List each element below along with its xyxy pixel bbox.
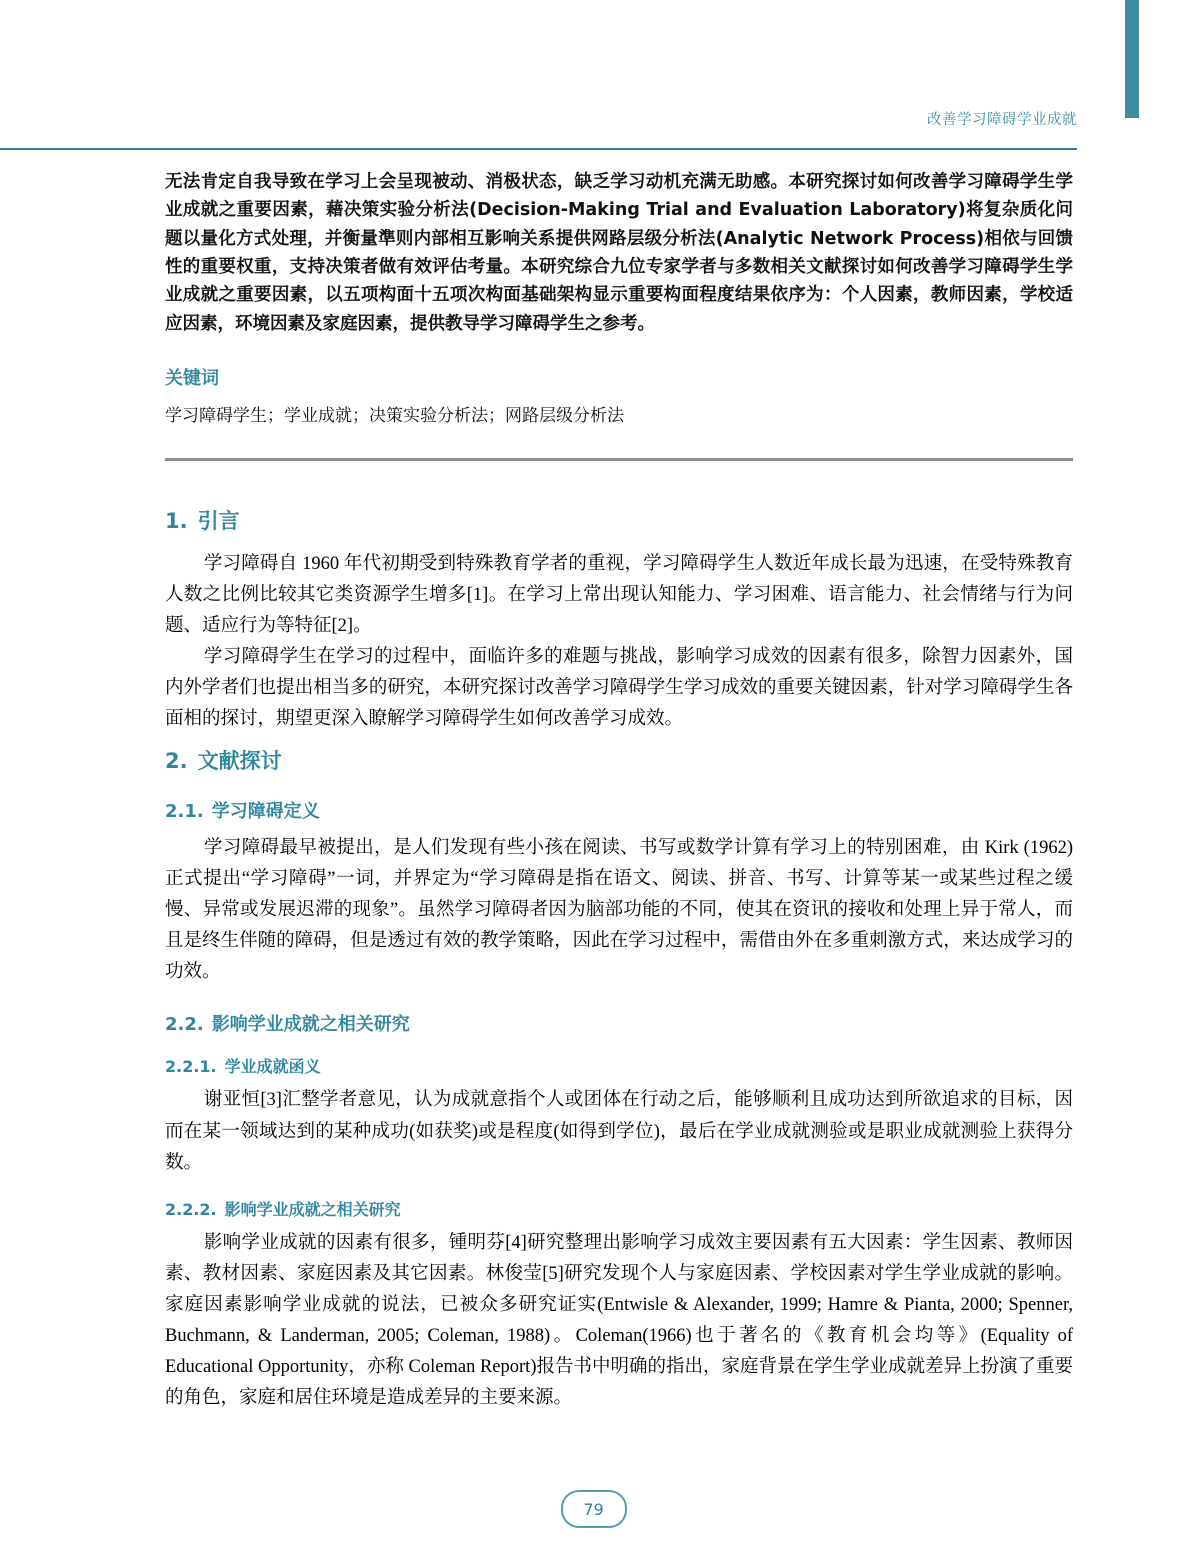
running-header: 改善学习障碍学业成就 <box>927 112 1077 128</box>
section-number-2: 2. <box>165 749 188 774</box>
paragraph: 学习障碍自 1960 年代初期受到特殊教育学者的重视，学习障碍学生人数近年成长最为迅速，在受特殊教育人数之比例比较其它类资源学生增多[1]。在学习上常出现认知能力、学习困难、语言能力、社会情绪与行为问题、适应行为等特征[2]。 <box>165 553 1073 636</box>
subsection-heading-2-2 <box>165 1010 1073 1036</box>
subsubsection-number-2-2-2: 2.2.2. <box>165 1199 217 1219</box>
header-divider <box>0 148 1077 150</box>
decorative-edge-bar <box>1125 0 1139 118</box>
subsubsection-title-2-2-2: 影响学业成就之相关研究 <box>224 1199 401 1219</box>
section-title-1: 引言 <box>197 508 240 533</box>
section-divider <box>165 458 1073 461</box>
section-title-2: 文献探讨 <box>197 749 282 774</box>
section-heading-1 <box>165 505 1073 535</box>
subsection-heading-2-1 <box>165 797 1073 823</box>
subsubsection-heading-2-2-1 <box>165 1054 1073 1077</box>
subsubsection-heading-2-2-2 <box>165 1197 1073 1220</box>
keywords-heading: 关键词 <box>165 368 219 390</box>
section-number-1: 1. <box>165 508 188 533</box>
subsubsection-number-2-2-1: 2.2.1. <box>165 1057 217 1077</box>
section-heading-2 <box>165 745 1073 775</box>
keywords-list: 学习障碍学生；学业成就；决策实验分析法；网路层级分析法 <box>165 406 624 427</box>
paragraph: 学习障碍学生在学习的过程中，面临许多的难题与挑战，影响学习成效的因素有很多，除智力因素外，国内外学者们也提出相当多的研究，本研究探讨改善学习障碍学生学习成效的重要关键因素，针对学习障碍学生各面相的探讨，期望更深入瞭解学习障碍学生如何改善学习成效。 <box>165 646 1073 729</box>
subsection-number-2-2: 2.2. <box>165 1014 204 1036</box>
subsection-number-2-1: 2.1. <box>165 801 204 823</box>
abstract-continuation-paragraph: 无法肯定自我导致在学习上会呈现被动、消极状态，缺乏学习动机充满无助感。本研究探讨如何改善学习障碍学生学业成就之重要因素，藉决策实验分析法(Decision-Making Trial and Evaluation Laboratory)将复杂质化问题以量化方式处理，并衡量準则内部相互影响关系提供网路层级分析法(Analytic Network Process)相依与回馈性的重要权重，支持决策者做有效评估考量。本研究综合九位专家学者与多数相关文献探讨如何改善学习障碍学生学业成就之重要因素，以五项构面十五项次构面基础架构显示重要构面程度结果依序为：个人因素，教师因素，学校适应因素，环境因素及家庭因素，提供教导学习障碍学生之参考。 <box>165 172 1073 334</box>
subsubsection-title-2-2-1: 学业成就函义 <box>224 1057 321 1077</box>
subsection-title-2-1: 学习障碍定义 <box>211 801 320 823</box>
page-number: 79 <box>561 1490 627 1528</box>
paragraph: 谢亚恒[3]汇整学者意见，认为成就意指个人或团体在行动之后，能够顺利且成功达到所欲追求的目标，因而在某一领域达到的某种成功(如获奖)或是程度(如得到学位)，最后在学业成就测验或是职业成就测验上获得分数。 <box>165 1090 1073 1173</box>
section-introduction <box>165 505 1073 735</box>
section-literature-review <box>165 745 1073 1414</box>
page-footer <box>0 1490 1187 1528</box>
paragraph: 学习障碍最早被提出，是人们发现有些小孩在阅读、书写或数学计算有学习上的特别困难，由 Kirk (1962)正式提出“学习障碍”一词，并界定为“学习障碍是指在语文、阅读、拼音、书写、计算等某一或某些过程之缓慢、异常或发展迟滞的现象”。虽然学习障碍者因为脑部功能的不同，使其在资讯的接收和处理上异于常人，而且是终生伴随的障碍，但是透过有效的教学策略，因此在学习过程中，需借由外在多重刺激方式，来达成学习的功效。 <box>165 838 1073 983</box>
paragraph: 影响学业成就的因素有很多，锺明芬[4]研究整理出影响学习成效主要因素有五大因素：学生因素、教师因素、教材因素、家庭因素及其它因素。林俊莹[5]研究发现个人与家庭因素、学校因素对学生学业成就的影响。家庭因素影响学业成就的说法，已被众多研究证实(Entwisle & Alexander, 1999; Hamre & Pianta, 2000; Spenner, Buchmann, & Landerman, 2005; Coleman, 1988)。Coleman(1966)也于著名的《教育机会均等》(Equality of Educational Opportunity，亦称 Coleman Report)报告书中明确的指出，家庭背景在学生学业成就差异上扮演了重要的角色，家庭和居住环境是造成差异的主要来源。 <box>165 1232 1073 1409</box>
page-content <box>165 168 1073 1424</box>
subsection-title-2-2: 影响学业成就之相关研究 <box>211 1014 410 1036</box>
